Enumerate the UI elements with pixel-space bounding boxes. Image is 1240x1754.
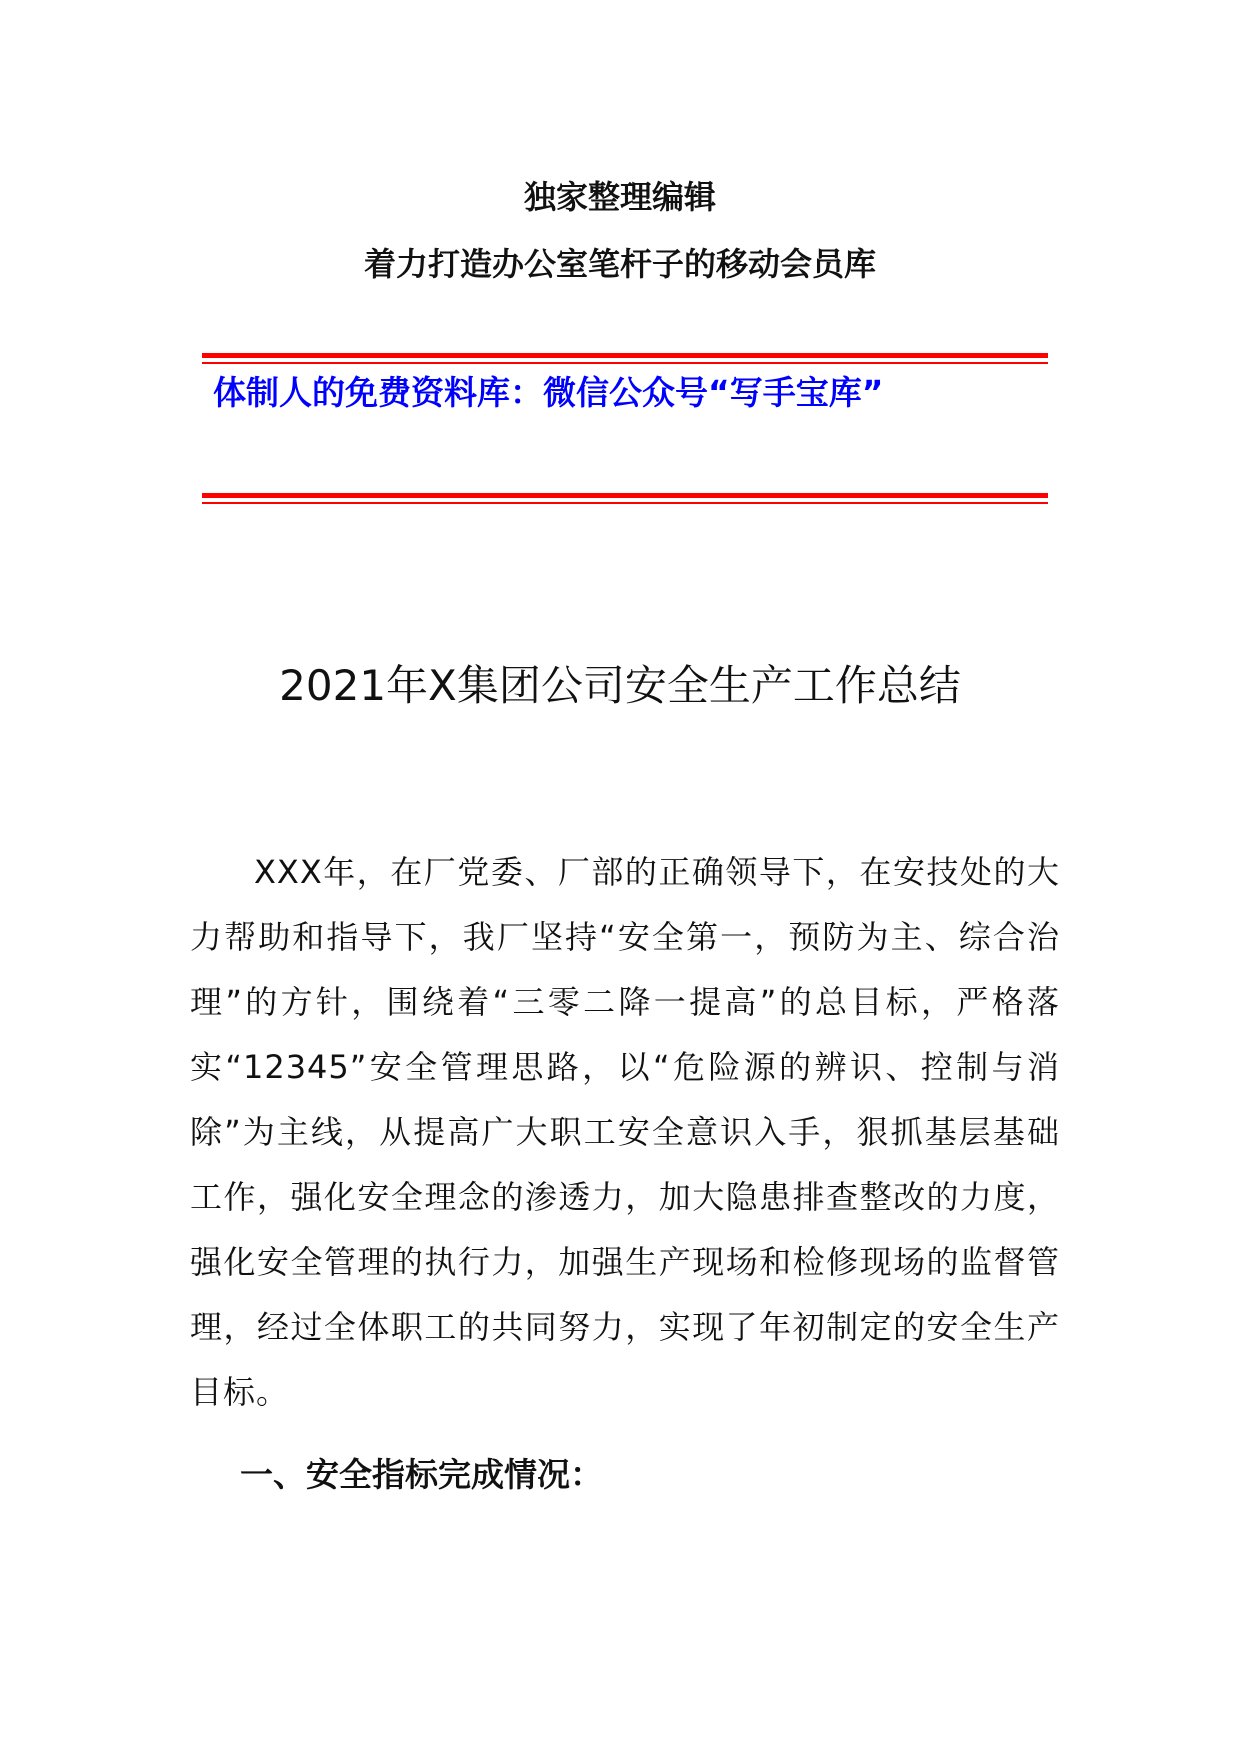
header-line-1: 独家整理编辑 xyxy=(523,178,716,216)
red-divider-top-thin xyxy=(202,362,1048,364)
red-divider-bottom-thick xyxy=(202,493,1048,498)
body-paragraph: XXX年，在厂党委、厂部的正确领导下，在安技处的大力帮助和指导下，我厂坚持“安全第一，预防为主、综合治理”的方针，围绕着“三零二降一提高”的总目标，严格落实“12345”安全管理思路，以“危险源的辨识、控制与消除”为主线，从提高广大职工安全意识入手，狠抓基层基础工作，强化安全理念的渗透力，加大隐患排查整改的力度，强化安全管理的执行力，加强生产现场和检修现场的监督管理，经过全体职工的共同努力，实现了年初制定的安全生产目标。 xyxy=(190,853,1060,1411)
red-divider-top-thick xyxy=(202,353,1048,358)
section-heading: 一、安全指标完成情况： xyxy=(240,1455,603,1494)
header-line-2: 着力打造办公室笔杆子的移动会员库 xyxy=(363,245,876,283)
promo-banner-text: 体制人的免费资料库：微信公众号“写手宝库” xyxy=(213,373,884,412)
red-divider-bottom-thin xyxy=(202,502,1048,504)
document-title: 2021年X集团公司安全生产工作总结 xyxy=(279,661,961,710)
